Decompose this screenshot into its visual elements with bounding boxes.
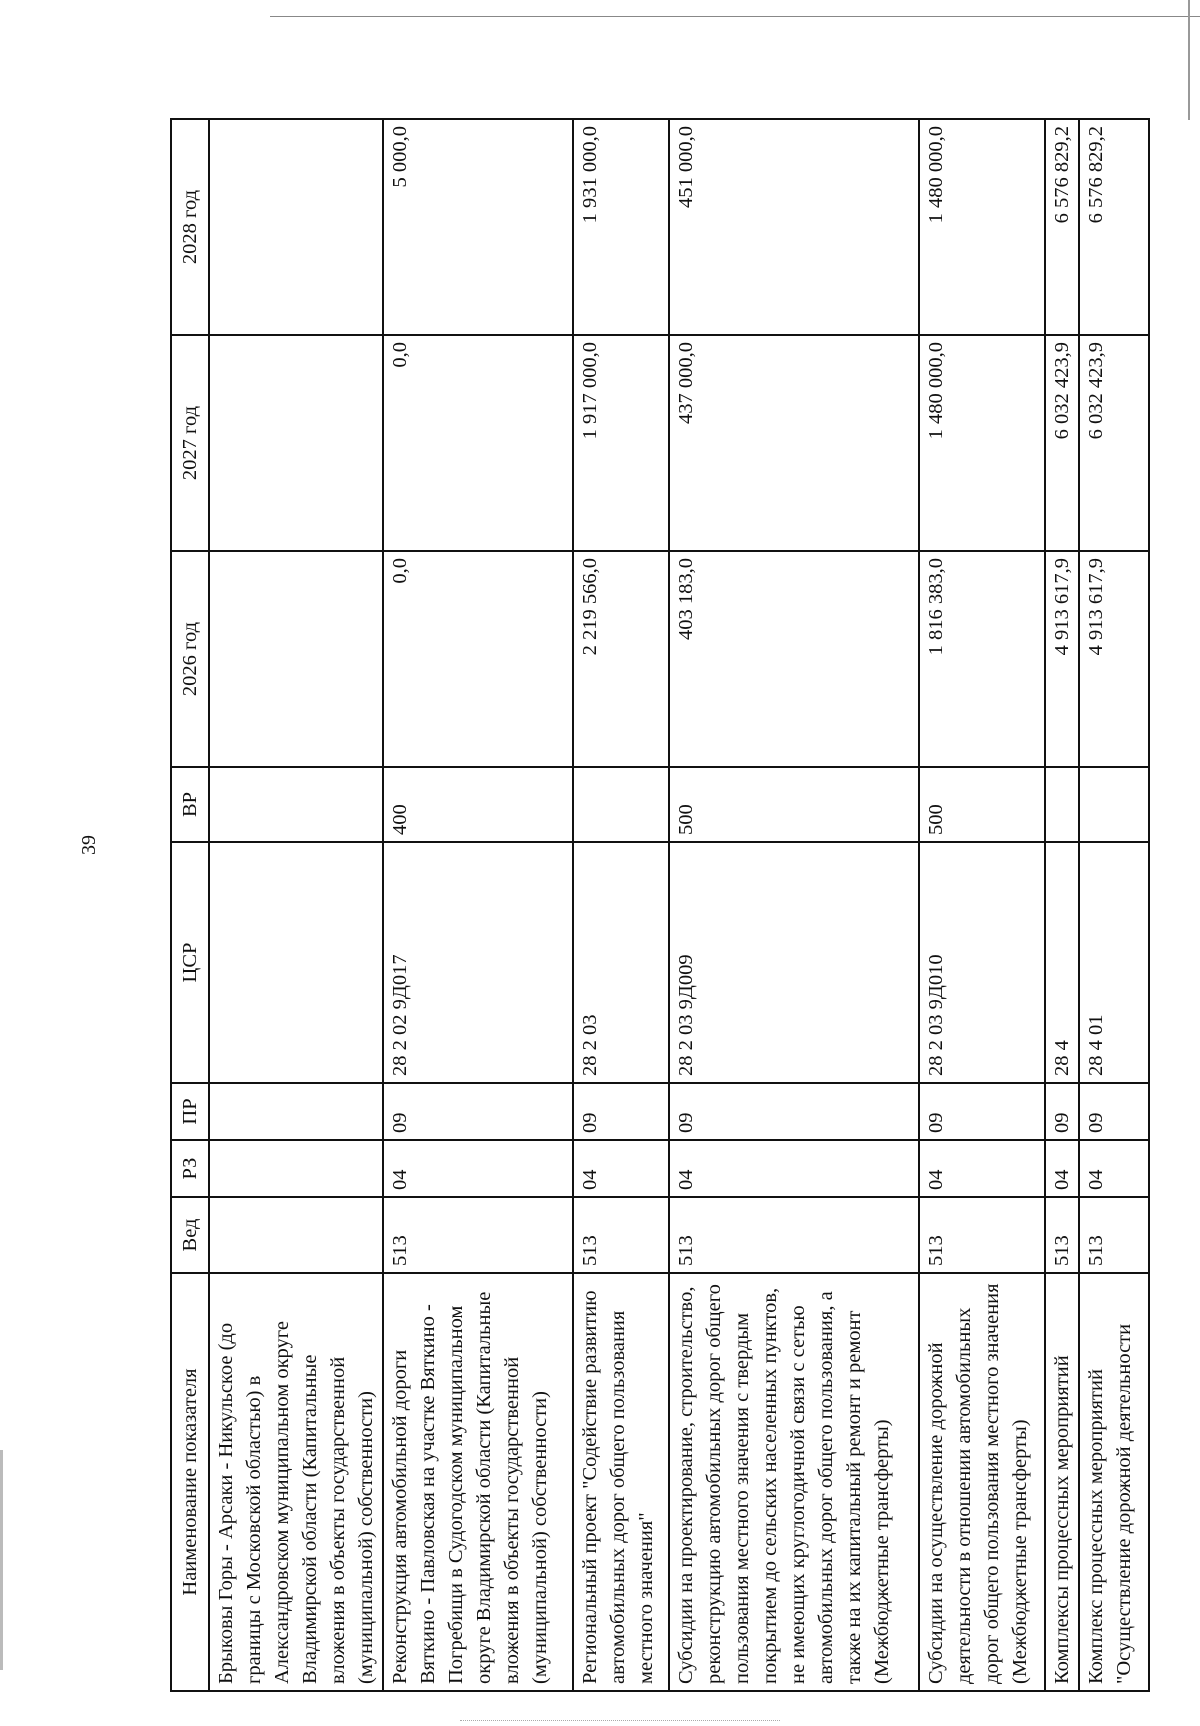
cell-pr: 09 <box>1079 1083 1149 1140</box>
cell-2028: 5 000,0 <box>383 119 573 335</box>
cell-2027 <box>209 335 383 551</box>
cell-pr: 09 <box>919 1083 1045 1140</box>
header-rz: РЗ <box>171 1140 209 1197</box>
cell-name: Комплекс процессных мероприятий "Осуществление дорожной деятельности <box>1079 1273 1149 1691</box>
cell-2027: 437 000,0 <box>669 335 919 551</box>
cell-name: Брыковы Горы - Арсаки - Никульское (до границы с Московской областью) в Александровском муниципальном округе Владимирской области (Капитальные вложения в объекты государственной (муниципальной) собственности) <box>209 1273 383 1691</box>
cell-csr: 28 2 03 9Д009 <box>669 842 919 1083</box>
table-row <box>209 119 383 1691</box>
cell-2027: 1 917 000,0 <box>573 335 669 551</box>
cell-ved: 513 <box>919 1197 1045 1273</box>
cell-pr: 09 <box>669 1083 919 1140</box>
cell-rz: 04 <box>1079 1140 1149 1197</box>
cell-2026: 0,0 <box>383 551 573 767</box>
cell-2028: 6 576 829,2 <box>1079 119 1149 335</box>
cell-name: Субсидии на осуществление дорожной деятельности в отношении автомобильных дорог общего пользования местного значения (Межбюджетные трансферты) <box>919 1273 1045 1691</box>
cell-vr: 500 <box>669 767 919 842</box>
budget-table <box>170 118 1150 1692</box>
cell-rz <box>209 1140 383 1197</box>
cell-pr: 09 <box>383 1083 573 1140</box>
cell-2026 <box>209 551 383 767</box>
cell-2027: 6 032 423,9 <box>1079 335 1149 551</box>
cell-csr: 28 2 03 9Д010 <box>919 842 1045 1083</box>
cell-ved: 513 <box>573 1197 669 1273</box>
cell-rz: 04 <box>1045 1140 1079 1197</box>
cell-2026: 403 183,0 <box>669 551 919 767</box>
cell-vr <box>1079 767 1149 842</box>
cell-name: Реконструкция автомобильной дороги Вяткино - Павловская на участке Вяткино - Погребищи в Судогодском муниципальном округе Владимирской области (Капитальные вложения в объекты государственной (муниципальной) собственности) <box>383 1273 573 1691</box>
cell-2026: 4 913 617,9 <box>1079 551 1149 767</box>
header-ved: Вед <box>171 1197 209 1273</box>
cell-ved: 513 <box>1079 1197 1149 1273</box>
cell-ved <box>209 1197 383 1273</box>
scan-edge-dots <box>460 1720 780 1722</box>
header-2026: 2026 год <box>171 551 209 767</box>
table-row <box>919 119 1045 1691</box>
cell-name: Субсидии на проектирование, строительство, реконструкцию автомобильных дорог общего пользования местного значения с твердым покрытием до сельских населенных пунктов, не имеющих круглогодичной связи с сетью автомобильных дорог общего пользования, а также на их капитальный ремонт и ремонт (Межбюджетные трансферты) <box>669 1273 919 1691</box>
header-pr: ПР <box>171 1083 209 1140</box>
cell-csr <box>209 842 383 1083</box>
cell-2026: 2 219 566,0 <box>573 551 669 767</box>
cell-ved: 513 <box>383 1197 573 1273</box>
scan-edge-mark <box>1188 0 1190 120</box>
table-row <box>669 119 919 1691</box>
cell-ved: 513 <box>669 1197 919 1273</box>
table-row <box>573 119 669 1691</box>
cell-ved: 513 <box>1045 1197 1079 1273</box>
cell-csr: 28 2 03 <box>573 842 669 1083</box>
cell-vr <box>209 767 383 842</box>
cell-csr: 28 4 <box>1045 842 1079 1083</box>
cell-2027: 1 480 000,0 <box>919 335 1045 551</box>
cell-rz: 04 <box>383 1140 573 1197</box>
table-row <box>383 119 573 1691</box>
cell-2028: 1 480 000,0 <box>919 119 1045 335</box>
header-csr: ЦСР <box>171 842 209 1083</box>
cell-pr: 09 <box>573 1083 669 1140</box>
cell-2028: 451 000,0 <box>669 119 919 335</box>
table-header-row <box>171 119 209 1691</box>
scan-edge-mark-left <box>0 1450 3 1670</box>
cell-rz: 04 <box>669 1140 919 1197</box>
page-number: 39 <box>78 835 100 855</box>
header-name: Наименование показателя <box>171 1273 209 1691</box>
header-2028: 2028 год <box>171 119 209 335</box>
cell-name: Региональный проект "Содействие развитию автомобильных дорог общего пользования местного значения" <box>573 1273 669 1691</box>
cell-2027: 6 032 423,9 <box>1045 335 1079 551</box>
cell-vr: 400 <box>383 767 573 842</box>
scan-edge-line <box>270 16 1200 17</box>
table-row <box>1079 119 1149 1691</box>
cell-vr: 500 <box>919 767 1045 842</box>
cell-csr: 28 4 01 <box>1079 842 1149 1083</box>
cell-csr: 28 2 02 9Д017 <box>383 842 573 1083</box>
table-row <box>1045 119 1079 1691</box>
cell-rz: 04 <box>919 1140 1045 1197</box>
budget-table-rotated <box>170 120 1136 1692</box>
cell-2026: 4 913 617,9 <box>1045 551 1079 767</box>
cell-2028: 1 931 000,0 <box>573 119 669 335</box>
cell-2026: 1 816 383,0 <box>919 551 1045 767</box>
header-2027: 2027 год <box>171 335 209 551</box>
cell-rz: 04 <box>573 1140 669 1197</box>
header-vr: ВР <box>171 767 209 842</box>
cell-vr <box>573 767 669 842</box>
cell-pr <box>209 1083 383 1140</box>
cell-2027: 0,0 <box>383 335 573 551</box>
cell-2028 <box>209 119 383 335</box>
cell-pr: 09 <box>1045 1083 1079 1140</box>
cell-2028: 6 576 829,2 <box>1045 119 1079 335</box>
cell-vr <box>1045 767 1079 842</box>
cell-name: Комплексы процессных мероприятий <box>1045 1273 1079 1691</box>
